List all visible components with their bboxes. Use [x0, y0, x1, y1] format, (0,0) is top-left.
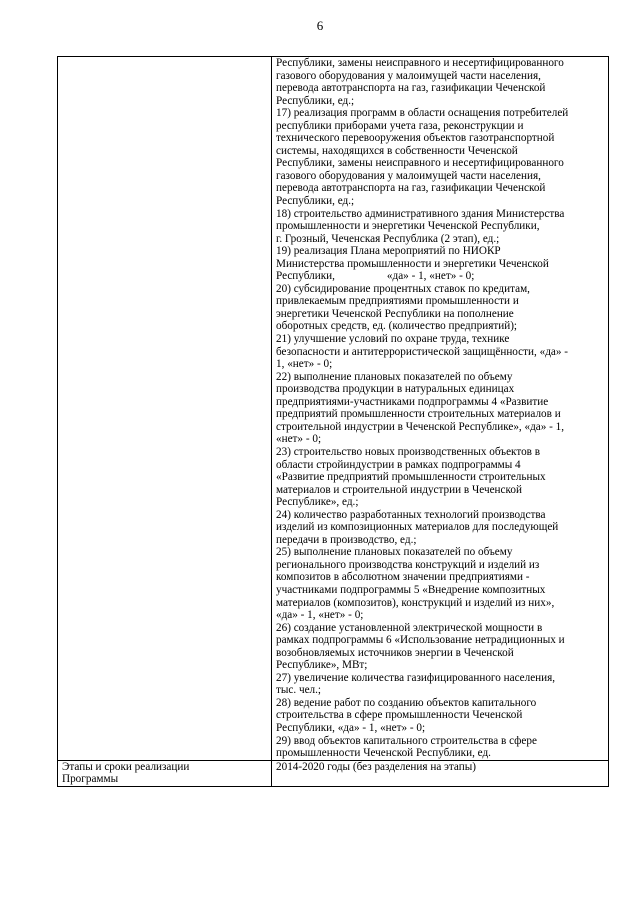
indicators-label-cell [58, 57, 272, 761]
text-line: безопасности и антитеррористической защищённости, «да» - [276, 345, 568, 358]
text-line: системы, находящихся в собственности Чеченской [276, 144, 518, 157]
text-line: Республики, «да» - 1, «нет» - 0; [276, 721, 426, 734]
text-line: рамках подпрограммы 6 «Использование нетрадиционных и [276, 634, 565, 647]
text-line: предприятиями-участниками подпрограммы 4 «Развитие [276, 395, 549, 408]
text-line: «да» - 1, «нет» - 0; [276, 609, 364, 622]
text-line: 27) увеличение количества газифицированного населения, [276, 671, 556, 684]
text-line: 17) реализация программ в области оснащения потребителей [276, 107, 569, 120]
text-line: 1, «нет» - 0; [276, 358, 333, 371]
text-line: газового оборудования у малоимущей части населения, [276, 169, 541, 182]
text-line: «Развитие предприятий промышленности строительных [276, 471, 546, 484]
text-line: области стройиндустрии в рамках подпрограммы 4 [276, 458, 521, 471]
page-number: 6 [316, 18, 324, 33]
text-line: материалов (композитов), конструкций и изделий из них», [276, 596, 555, 609]
text-line: перевода автотранспорта на газ, газификации Чеченской [276, 82, 546, 95]
text-line: «нет» - 0; [276, 433, 322, 446]
text-line: энергетики Чеченской Республики на пополнение [276, 307, 514, 320]
text-line: возобновляемых источников энергии в Чеченской [276, 646, 514, 659]
text-line: республики приборами учета газа, реконструкции и [276, 119, 524, 132]
text-line: 18) строительство административного здания Министерства [276, 207, 565, 220]
text-line: 28) ведение работ по созданию объектов капитального [276, 696, 537, 709]
text-line: тыс. чел.; [276, 684, 322, 697]
table-row [58, 760, 609, 786]
text-line: изделий из композиционных материалов для последующей [276, 521, 559, 534]
text-line: 29) ввод объектов капитального строительства в сфере [276, 734, 537, 747]
text-line: 24) количество разработанных технологий производства [276, 508, 546, 521]
text-line: строительства в сфере промышленности Чеченской [276, 709, 523, 722]
text-line: 19) реализация Плана мероприятий по НИОКР [276, 245, 501, 258]
text-line: Республики, ед.; [276, 195, 355, 208]
text-line: газового оборудования у малоимущей части населения, [276, 69, 541, 82]
stages-label-line: Этапы и сроки реализации [62, 760, 190, 773]
text-line: предприятий промышленности строительных материалов и [276, 408, 561, 421]
text-line: производства продукции в натуральных единицах [276, 383, 515, 396]
indicators-value-cell [272, 57, 609, 761]
text-line: регионального производства конструкций и изделий из [276, 558, 540, 571]
text-line: участниками подпрограммы 5 «Внедрение композитных [276, 583, 546, 596]
text-line: 20) субсидирование процентных ставок по кредитам, [276, 282, 530, 295]
text-line: Министерства промышленности и энергетики Чеченской [276, 257, 549, 270]
text-line: перевода автотранспорта на газ, газификации Чеченской [276, 182, 546, 195]
text-line: 22) выполнение плановых показателей по объему [276, 370, 513, 383]
text-line: материалов и строительной индустрии в Чеченской [276, 483, 522, 496]
program-passport-table [57, 56, 609, 787]
text-line: г. Грозный, Чеченская Республика (2 этап), ед.; [276, 232, 500, 245]
text-line: композитов в абсолютном значении предприятиями - [276, 571, 530, 584]
text-line: 25) выполнение плановых показателей по объему [276, 546, 513, 559]
text-line: строительной индустрии в Чеченской Республике», «да» - 1, [276, 420, 565, 433]
text-line: Республики, замены неисправного и несертифицированного [276, 157, 564, 170]
text-line: передачи в производство, ед.; [276, 533, 417, 546]
text-line: 21) улучшение условий по охране труда, технике [276, 333, 510, 346]
split-line-left: Республики, [276, 270, 335, 283]
text-line: 26) создание установленной электрической мощности в [276, 621, 543, 634]
split-line-right: «да» - 1, «нет» - 0; [386, 270, 475, 283]
text-line: промышленности и энергетики Чеченской Республики, [276, 220, 540, 233]
table-row [58, 57, 609, 761]
stages-value: 2014-2020 годы (без разделения на этапы) [276, 760, 476, 773]
text-line: Республике», ед.; [276, 496, 359, 509]
text-line: промышленности Чеченской Республики, ед. [276, 747, 491, 760]
text-line: привлекаемым предприятиями промышленности и [276, 295, 519, 308]
text-line: 23) строительство новых производственных объектов в [276, 445, 541, 458]
text-line: технического перевооружения объектов газотранспортной [276, 132, 555, 145]
split-text-line [276, 270, 603, 283]
text-line: Республике», МВт; [276, 659, 368, 672]
text-line: Республики, замены неисправного и несертифицированного [276, 57, 564, 69]
stages-label-cell [58, 760, 272, 786]
stages-label-line: Программы [62, 773, 119, 786]
stages-value-cell [272, 760, 609, 786]
text-line: Республики, ед.; [276, 94, 355, 107]
text-line: оборотных средств, ед. (количество предприятий); [276, 320, 518, 333]
